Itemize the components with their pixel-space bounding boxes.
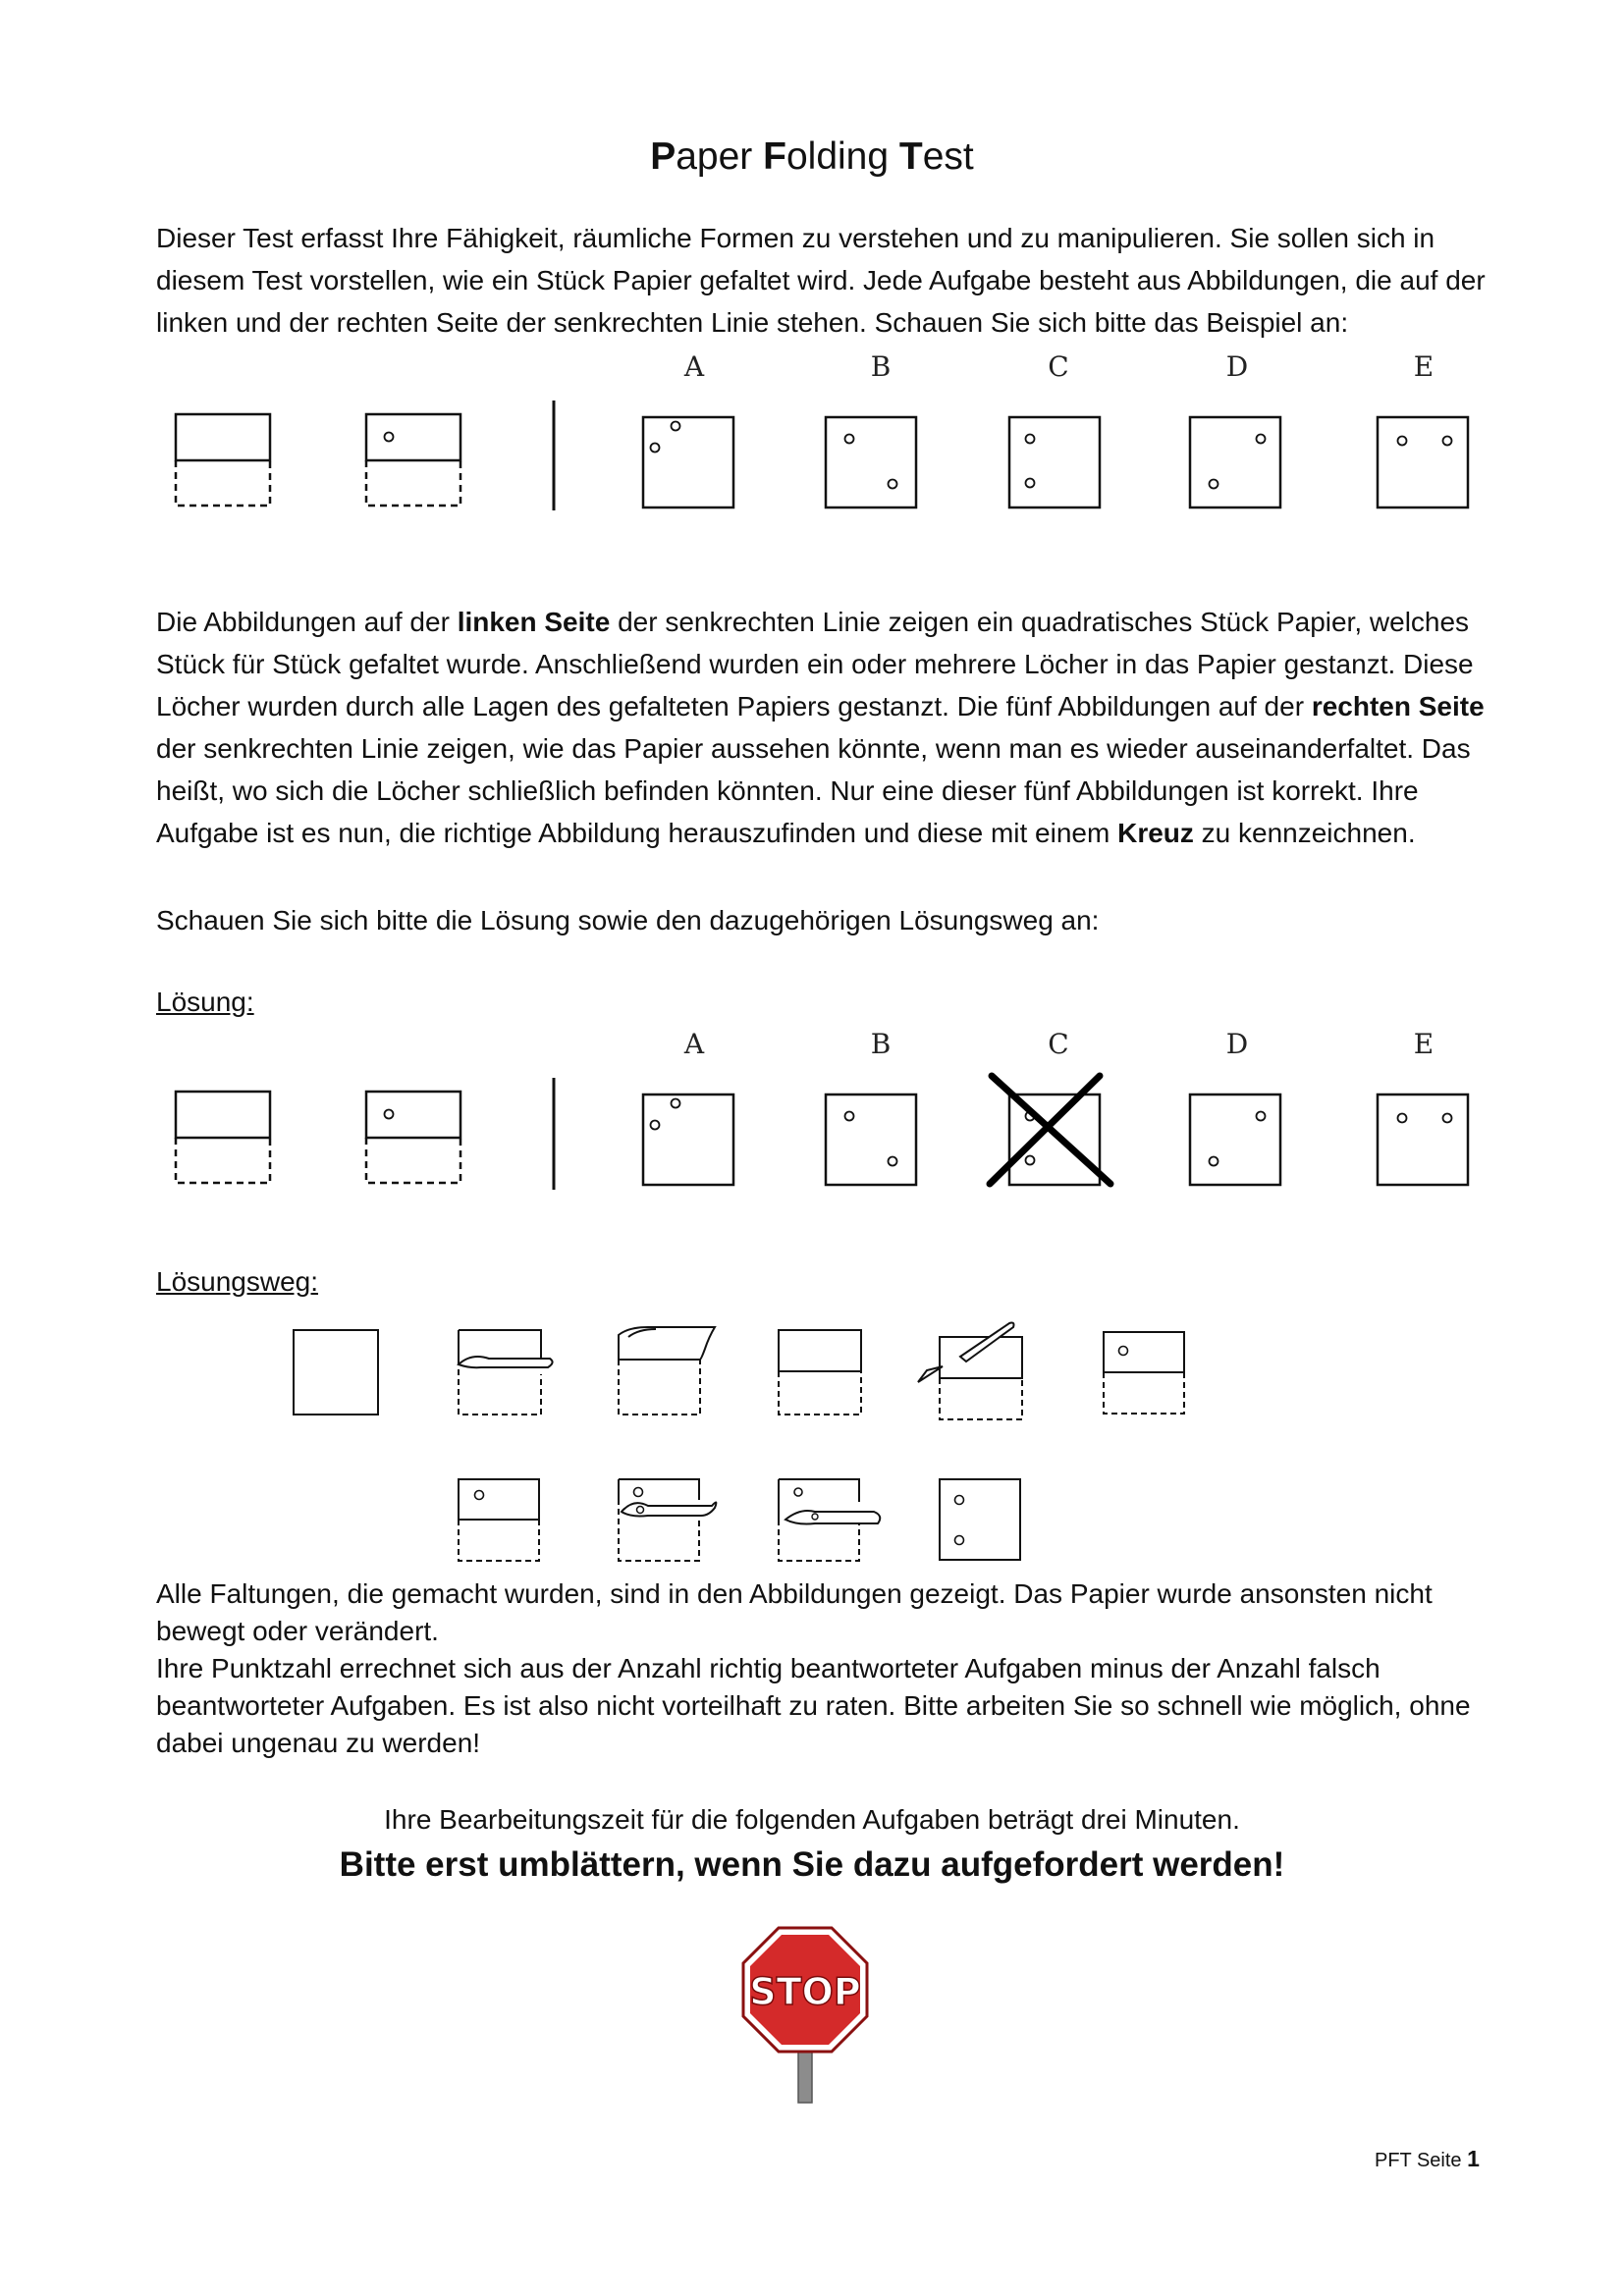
- hole: [651, 444, 660, 453]
- punched-paper-top: [366, 414, 460, 460]
- rules-paragraph: Alle Faltungen, die gemacht wurden, sind in den Abbildungen gezeigt. Das Papier wurde ansonsten nicht bewegt oder verändert.: [156, 1578, 1433, 1646]
- intro-paragraph: Dieser Test erfasst Ihre Fähigkeit, räumliche Formen zu verstehen und zu manipulieren. Sie sollen sich in diesem Test vorstellen, wie ein Stück Papier gefaltet wird. Jede Aufgabe besteht aus Abbildungen, die auf der linken und der rechten Seite der senkrechten Linie stehen. Schauen Sie sich bitte das Beispiel an:: [156, 223, 1486, 338]
- hole: [1398, 437, 1407, 446]
- solution-lead-text: Schauen Sie sich bitte die Lösung sowie den dazugehörigen Lösungsweg an:: [156, 905, 1100, 935]
- step-unfold-2: [619, 1479, 716, 1561]
- page-footer: PFT Seite 1: [1375, 2146, 1480, 2171]
- hole: [889, 480, 897, 489]
- hole: [1026, 435, 1035, 444]
- option-b-square: [826, 417, 916, 507]
- stop-sign-text: STOP: [749, 1970, 861, 2013]
- hole: [672, 422, 680, 431]
- option-label-c: C: [1048, 350, 1069, 383]
- punched-paper-dashed: [366, 460, 460, 506]
- time-info: Ihre Bearbeitungszeit für die folgenden Aufgaben beträgt drei Minuten.: [384, 1804, 1240, 1835]
- step-unfold-3: [779, 1479, 880, 1561]
- option-label-e: E: [1413, 1028, 1435, 1060]
- solution-path-figure: [0, 1315, 1624, 1571]
- solution-path-heading: Lösungsweg:: [156, 1266, 319, 1297]
- option-label-b: B: [870, 350, 892, 383]
- step-fold-2: [619, 1327, 715, 1415]
- option-label-d: D: [1225, 350, 1249, 383]
- solution-figure: [0, 1021, 1624, 1193]
- stop-sign-icon: [741, 1926, 869, 2105]
- page-turn-warning: Bitte erst umblättern, wenn Sie dazu aufgefordert werden!: [339, 1845, 1285, 1884]
- answer-cross-mark: [990, 1076, 1110, 1184]
- step-punched: [1104, 1332, 1184, 1414]
- option-e-square: [1378, 417, 1468, 507]
- step-fold-1: [459, 1330, 553, 1415]
- step-unfold-1: [459, 1479, 539, 1561]
- step-fold-3: [779, 1330, 861, 1415]
- option-a-square: [643, 417, 733, 507]
- step-square: [294, 1330, 378, 1415]
- page-title: Paper Folding Test: [650, 135, 974, 178]
- punch-hole: [385, 433, 394, 442]
- step-fold-4: [918, 1323, 1022, 1420]
- explanation-paragraph: Die Abbildungen auf der linken Seite der senkrechten Linie zeigen ein quadratisches Stück Papier, welches Stück für Stück gefaltet wurde. Anschließend wurden ein oder mehrere Löcher in das Papier gestanzt. Diese Löcher wurden durch alle Lagen des gefalteten Papiers gestanzt. Die fünf Abbildungen auf der rechten Seite der senkrechten Linie zeigen, wie das Papier aussehen könnte, wenn man es wieder auseinanderfaltet. Das heißt, wo sich die Löcher schließlich befinden könnten. Nur eine dieser fünf Abbildungen ist korrekt. Ihre Aufgabe ist es nun, die richtige Abbildung herauszufinden und diese mit einem Kreuz zu kennzeichnen.: [156, 607, 1485, 848]
- step-unfolded: [940, 1479, 1020, 1560]
- hole: [1443, 437, 1452, 446]
- hole: [1257, 435, 1266, 444]
- option-label-a: A: [683, 1028, 705, 1060]
- option-label-b: B: [870, 1028, 892, 1060]
- hole: [1026, 479, 1035, 488]
- option-label-c: C: [1048, 1028, 1069, 1060]
- hole: [1210, 480, 1218, 489]
- folded-paper-top: [176, 414, 270, 460]
- option-label-d: D: [1225, 1028, 1249, 1060]
- option-d-square: [1190, 417, 1280, 507]
- hole: [845, 435, 854, 444]
- option-label-e: E: [1413, 350, 1435, 383]
- scoring-paragraph: Ihre Punktzahl errechnet sich aus der Anzahl richtig beantworteter Aufgaben minus der Anzahl falsch beantworteter Aufgaben. Es ist also nicht vorteilhaft zu raten. Bitte arbeiten Sie so schnell wie möglich, ohne dabei ungenau zu werden!: [156, 1653, 1471, 1758]
- solution-heading: Lösung:: [156, 987, 254, 1017]
- example-figure: [0, 344, 1624, 510]
- option-c-square: [1009, 417, 1100, 507]
- option-label-a: A: [683, 350, 705, 383]
- folded-paper-dashed: [176, 460, 270, 506]
